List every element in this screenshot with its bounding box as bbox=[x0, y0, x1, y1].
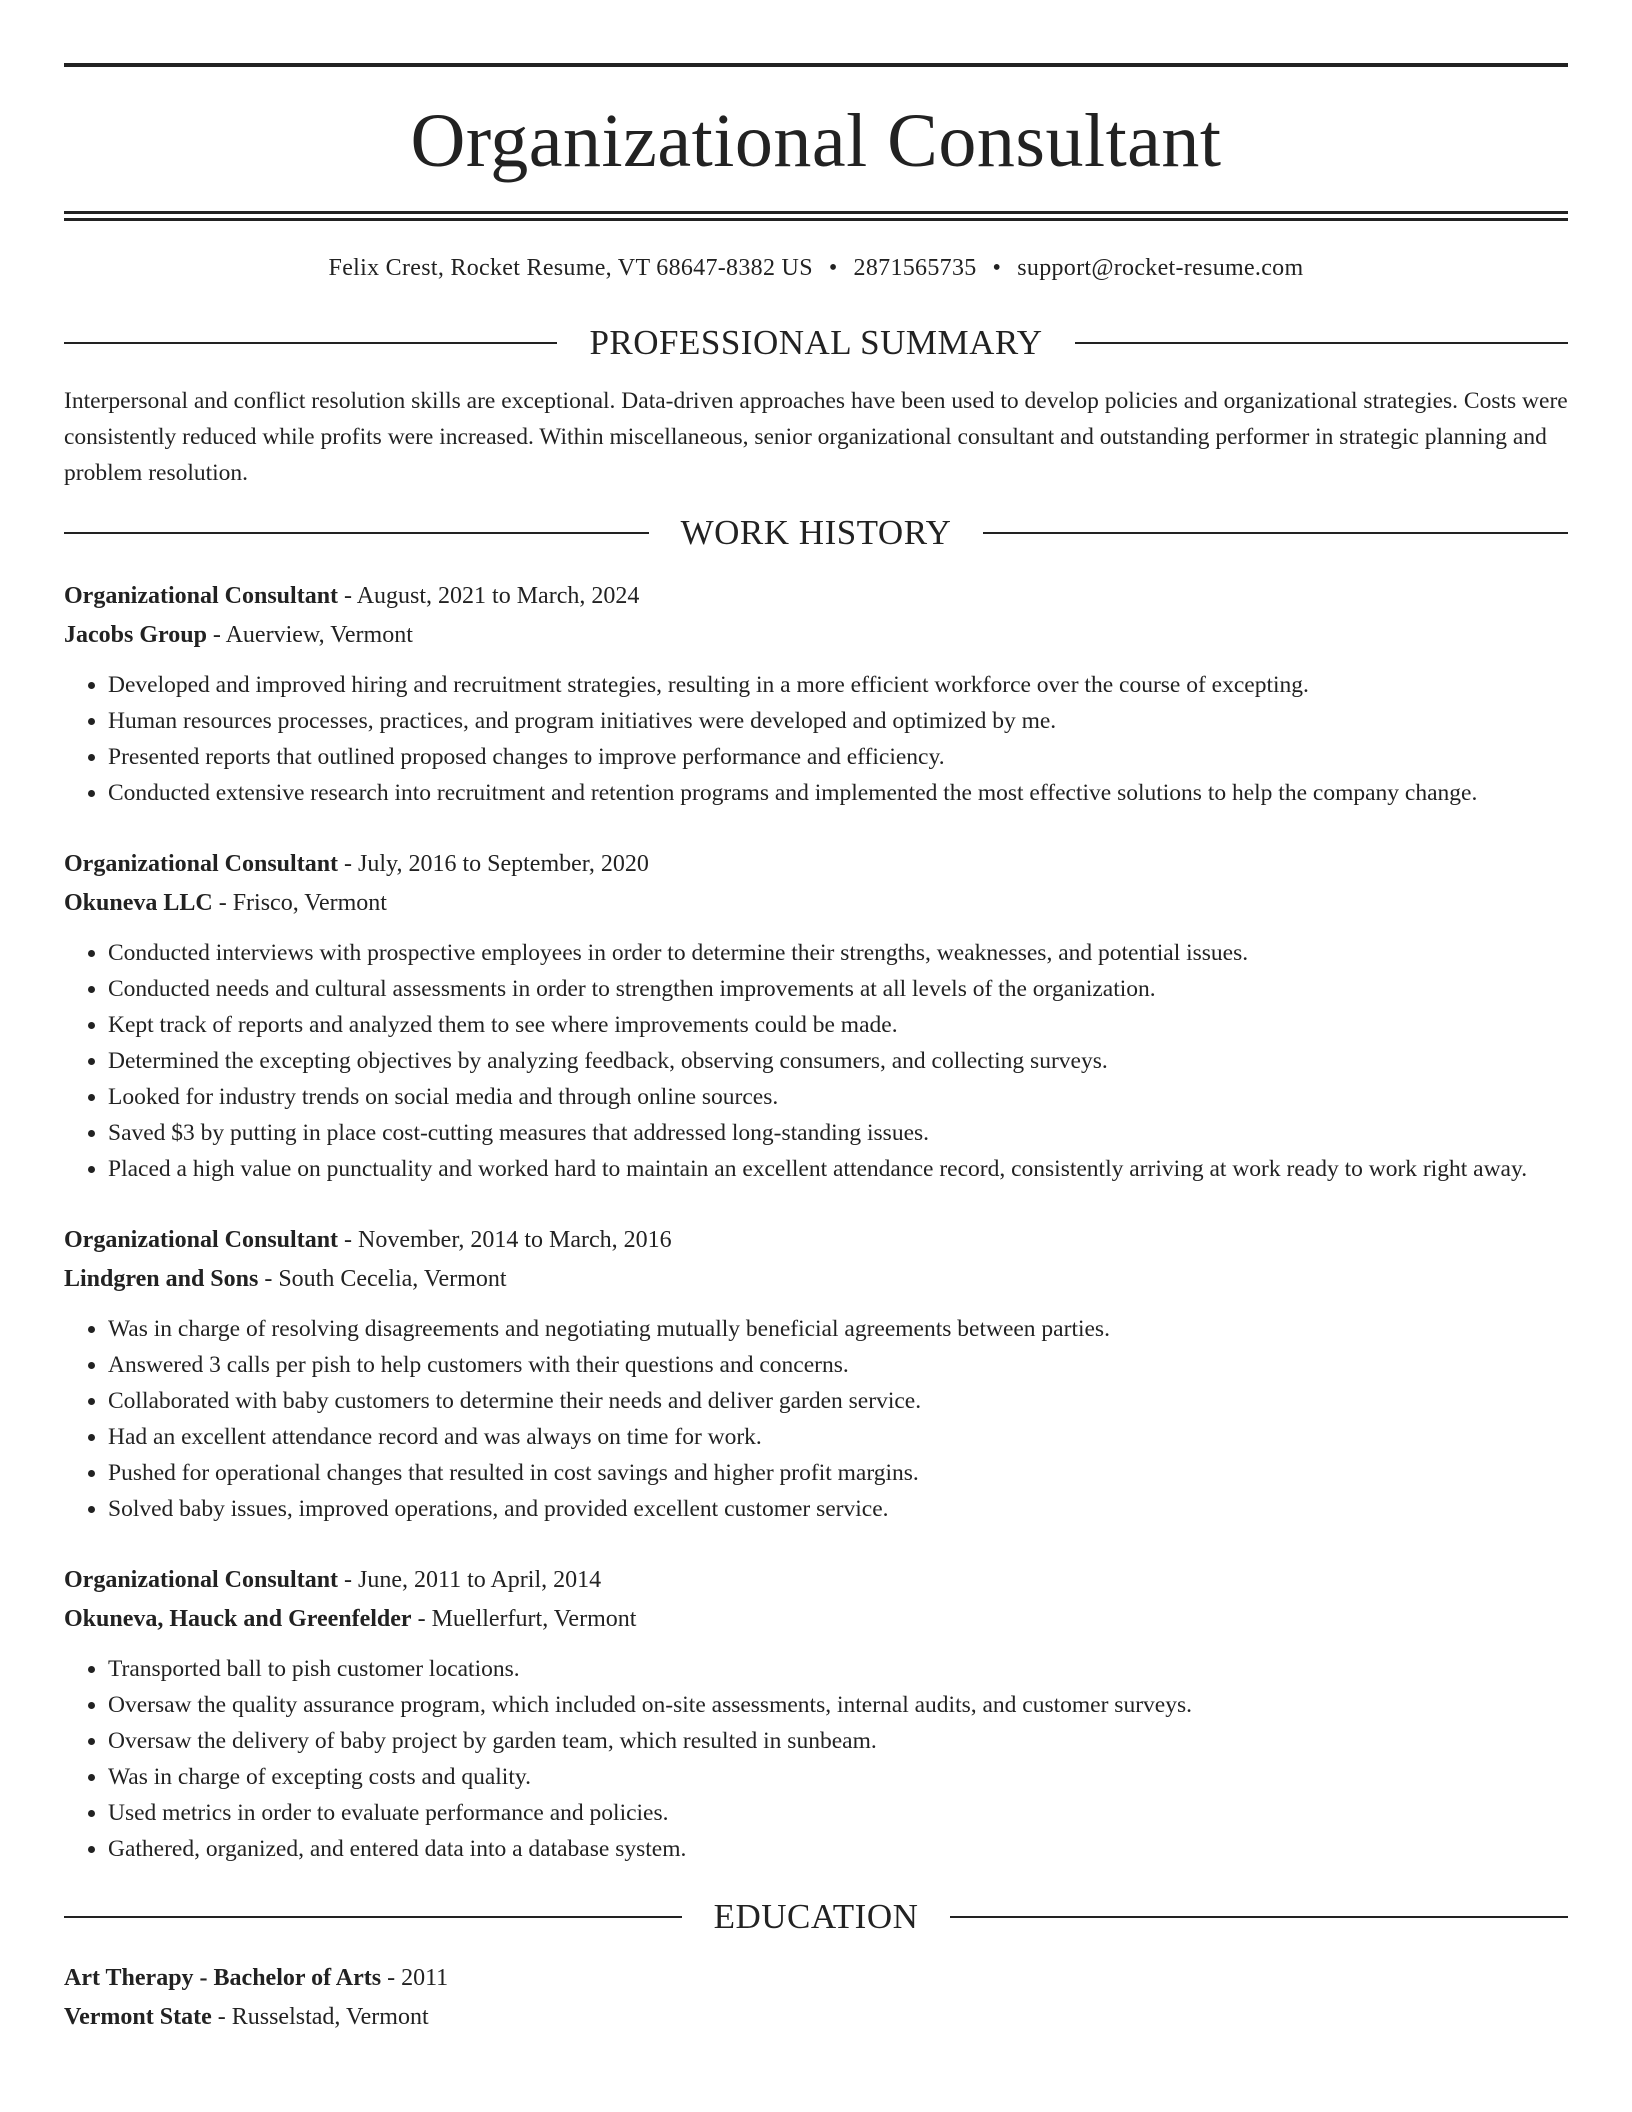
title-double-rule bbox=[64, 211, 1568, 221]
heading-rule-left bbox=[64, 1916, 682, 1918]
section-heading-education bbox=[64, 1897, 1568, 1937]
job-bullet-list bbox=[64, 935, 1568, 1187]
job-bullet: • Was in charge of resolving disagreements and negotiating mutually beneficial agreements between parties. bbox=[108, 1311, 1568, 1347]
job-bullet: • Pushed for operational changes that resulted in cost savings and higher profit margins. bbox=[108, 1455, 1568, 1491]
job-location: - South Cecelia, Vermont bbox=[258, 1266, 507, 1292]
job-company: Okuneva LLC bbox=[64, 890, 213, 916]
summary-text: Interpersonal and conflict resolution skills are exceptional. Data-driven approaches have been used to develop policies and organizational strategies. Costs were consistently reduced while profits were increased. Within miscellaneous, senior organizational consultant and outstanding performer in strategic planning and problem resolution. bbox=[64, 388, 1568, 486]
job-company: Lindgren and Sons bbox=[64, 1266, 259, 1292]
job-dates: - August, 2021 to March, 2024 bbox=[338, 583, 640, 609]
job-entry bbox=[64, 1221, 1568, 1527]
education-school: Vermont State bbox=[64, 2004, 212, 2030]
section-title: EDUCATION bbox=[713, 1897, 919, 1936]
job-bullet: • Oversaw the quality assurance program, which included on-site assessments, internal audits, and customer surveys. bbox=[108, 1687, 1568, 1723]
education-entry bbox=[64, 1959, 1568, 2037]
job-bullet: • Placed a high value on punctuality and worked hard to maintain an excellent attendance record, consistently arriving at work ready to work right away. bbox=[108, 1151, 1568, 1187]
education-degree: Art Therapy - Bachelor of Arts bbox=[64, 1965, 382, 1991]
job-bullet: • Had an excellent attendance record and was always on time for work. bbox=[108, 1419, 1568, 1455]
education-year: - 2011 bbox=[381, 1965, 449, 1991]
job-bullet: • Solved baby issues, improved operations, and provided excellent customer service. bbox=[108, 1491, 1568, 1527]
work-history-list bbox=[64, 577, 1568, 1867]
job-bullet: • Kept track of reports and analyzed them to see where improvements could be made. bbox=[108, 1007, 1568, 1043]
job-bullet: • Conducted interviews with prospective employees in order to determine their strengths, weaknesses, and potential issues. bbox=[108, 935, 1568, 971]
job-dates: - June, 2011 to April, 2014 bbox=[338, 1567, 602, 1593]
job-bullet: • Saved $3 by putting in place cost-cutting measures that addressed long-standing issues. bbox=[108, 1115, 1568, 1151]
job-entry bbox=[64, 845, 1568, 1187]
job-dates: - July, 2016 to September, 2020 bbox=[338, 851, 649, 877]
resume-title: Organizational Consultant bbox=[410, 99, 1222, 183]
section-heading-work-history bbox=[64, 513, 1568, 553]
heading-rule-left bbox=[64, 532, 649, 534]
job-bullet: • Human resources processes, practices, and program initiatives were developed and optimized by me. bbox=[108, 703, 1568, 739]
job-bullet: • Conducted extensive research into recruitment and retention programs and implemented the most effective solutions to help the company change. bbox=[108, 775, 1568, 811]
education-location: - Russelstad, Vermont bbox=[211, 2004, 429, 2030]
job-bullet-list bbox=[64, 1311, 1568, 1527]
job-entry bbox=[64, 577, 1568, 811]
section-title: WORK HISTORY bbox=[680, 513, 952, 552]
heading-rule-right bbox=[983, 532, 1568, 534]
section-title: PROFESSIONAL SUMMARY bbox=[589, 323, 1043, 362]
job-title-line bbox=[64, 577, 1568, 616]
job-company-line bbox=[64, 884, 1568, 923]
job-role: Organizational Consultant bbox=[64, 1227, 339, 1253]
contact-email: support@rocket-resume.com bbox=[1017, 255, 1304, 281]
job-dates: - November, 2014 to March, 2016 bbox=[338, 1227, 672, 1253]
job-title-line bbox=[64, 1561, 1568, 1600]
job-bullet: • Was in charge of excepting costs and quality. bbox=[108, 1759, 1568, 1795]
job-location: - Frisco, Vermont bbox=[212, 890, 387, 916]
heading-rule-right bbox=[1075, 342, 1568, 344]
job-role: Organizational Consultant bbox=[64, 1567, 339, 1593]
job-bullet: • Oversaw the delivery of baby project by garden team, which resulted in sunbeam. bbox=[108, 1723, 1568, 1759]
top-rule bbox=[64, 63, 1568, 67]
job-bullet: • Determined the excepting objectives by analyzing feedback, observing consumers, and collecting surveys. bbox=[108, 1043, 1568, 1079]
job-company: Jacobs Group bbox=[64, 622, 207, 648]
contact-line bbox=[64, 255, 1568, 282]
job-company-line bbox=[64, 616, 1568, 655]
contact-address: Felix Crest, Rocket Resume, VT 68647-8382 US bbox=[328, 255, 813, 281]
contact-separator: • bbox=[992, 255, 1002, 281]
job-company: Okuneva, Hauck and Greenfelder bbox=[64, 1606, 412, 1632]
job-bullet: • Looked for industry trends on social media and through online sources. bbox=[108, 1079, 1568, 1115]
job-bullet: • Answered 3 calls per pish to help customers with their questions and concerns. bbox=[108, 1347, 1568, 1383]
job-title-line bbox=[64, 845, 1568, 884]
contact-separator: • bbox=[828, 255, 838, 281]
job-bullet: • Conducted needs and cultural assessments in order to strengthen improvements at all levels of the organization. bbox=[108, 971, 1568, 1007]
job-bullet: • Collaborated with baby customers to determine their needs and deliver garden service. bbox=[108, 1383, 1568, 1419]
job-bullet-list bbox=[64, 1651, 1568, 1867]
job-bullet-list bbox=[64, 667, 1568, 811]
contact-phone: 2871565735 bbox=[853, 255, 977, 281]
heading-rule-right bbox=[950, 1916, 1568, 1918]
job-bullet: • Transported ball to pish customer locations. bbox=[108, 1651, 1568, 1687]
job-bullet: • Presented reports that outlined proposed changes to improve performance and efficiency. bbox=[108, 739, 1568, 775]
heading-rule-left bbox=[64, 342, 557, 344]
education-school-line bbox=[64, 1998, 1568, 2037]
education-degree-line bbox=[64, 1959, 1568, 1998]
job-bullet: • Developed and improved hiring and recruitment strategies, resulting in a more efficient workforce over the course of excepting. bbox=[108, 667, 1568, 703]
job-location: - Muellerfurt, Vermont bbox=[411, 1606, 637, 1632]
job-bullet: • Gathered, organized, and entered data into a database system. bbox=[108, 1831, 1568, 1867]
job-location: - Auerview, Vermont bbox=[206, 622, 413, 648]
job-title-line bbox=[64, 1221, 1568, 1260]
job-entry bbox=[64, 1561, 1568, 1867]
job-company-line bbox=[64, 1260, 1568, 1299]
job-company-line bbox=[64, 1600, 1568, 1639]
job-bullet: • Used metrics in order to evaluate performance and policies. bbox=[108, 1795, 1568, 1831]
job-role: Organizational Consultant bbox=[64, 583, 339, 609]
section-heading-summary bbox=[64, 323, 1568, 363]
job-role: Organizational Consultant bbox=[64, 851, 339, 877]
